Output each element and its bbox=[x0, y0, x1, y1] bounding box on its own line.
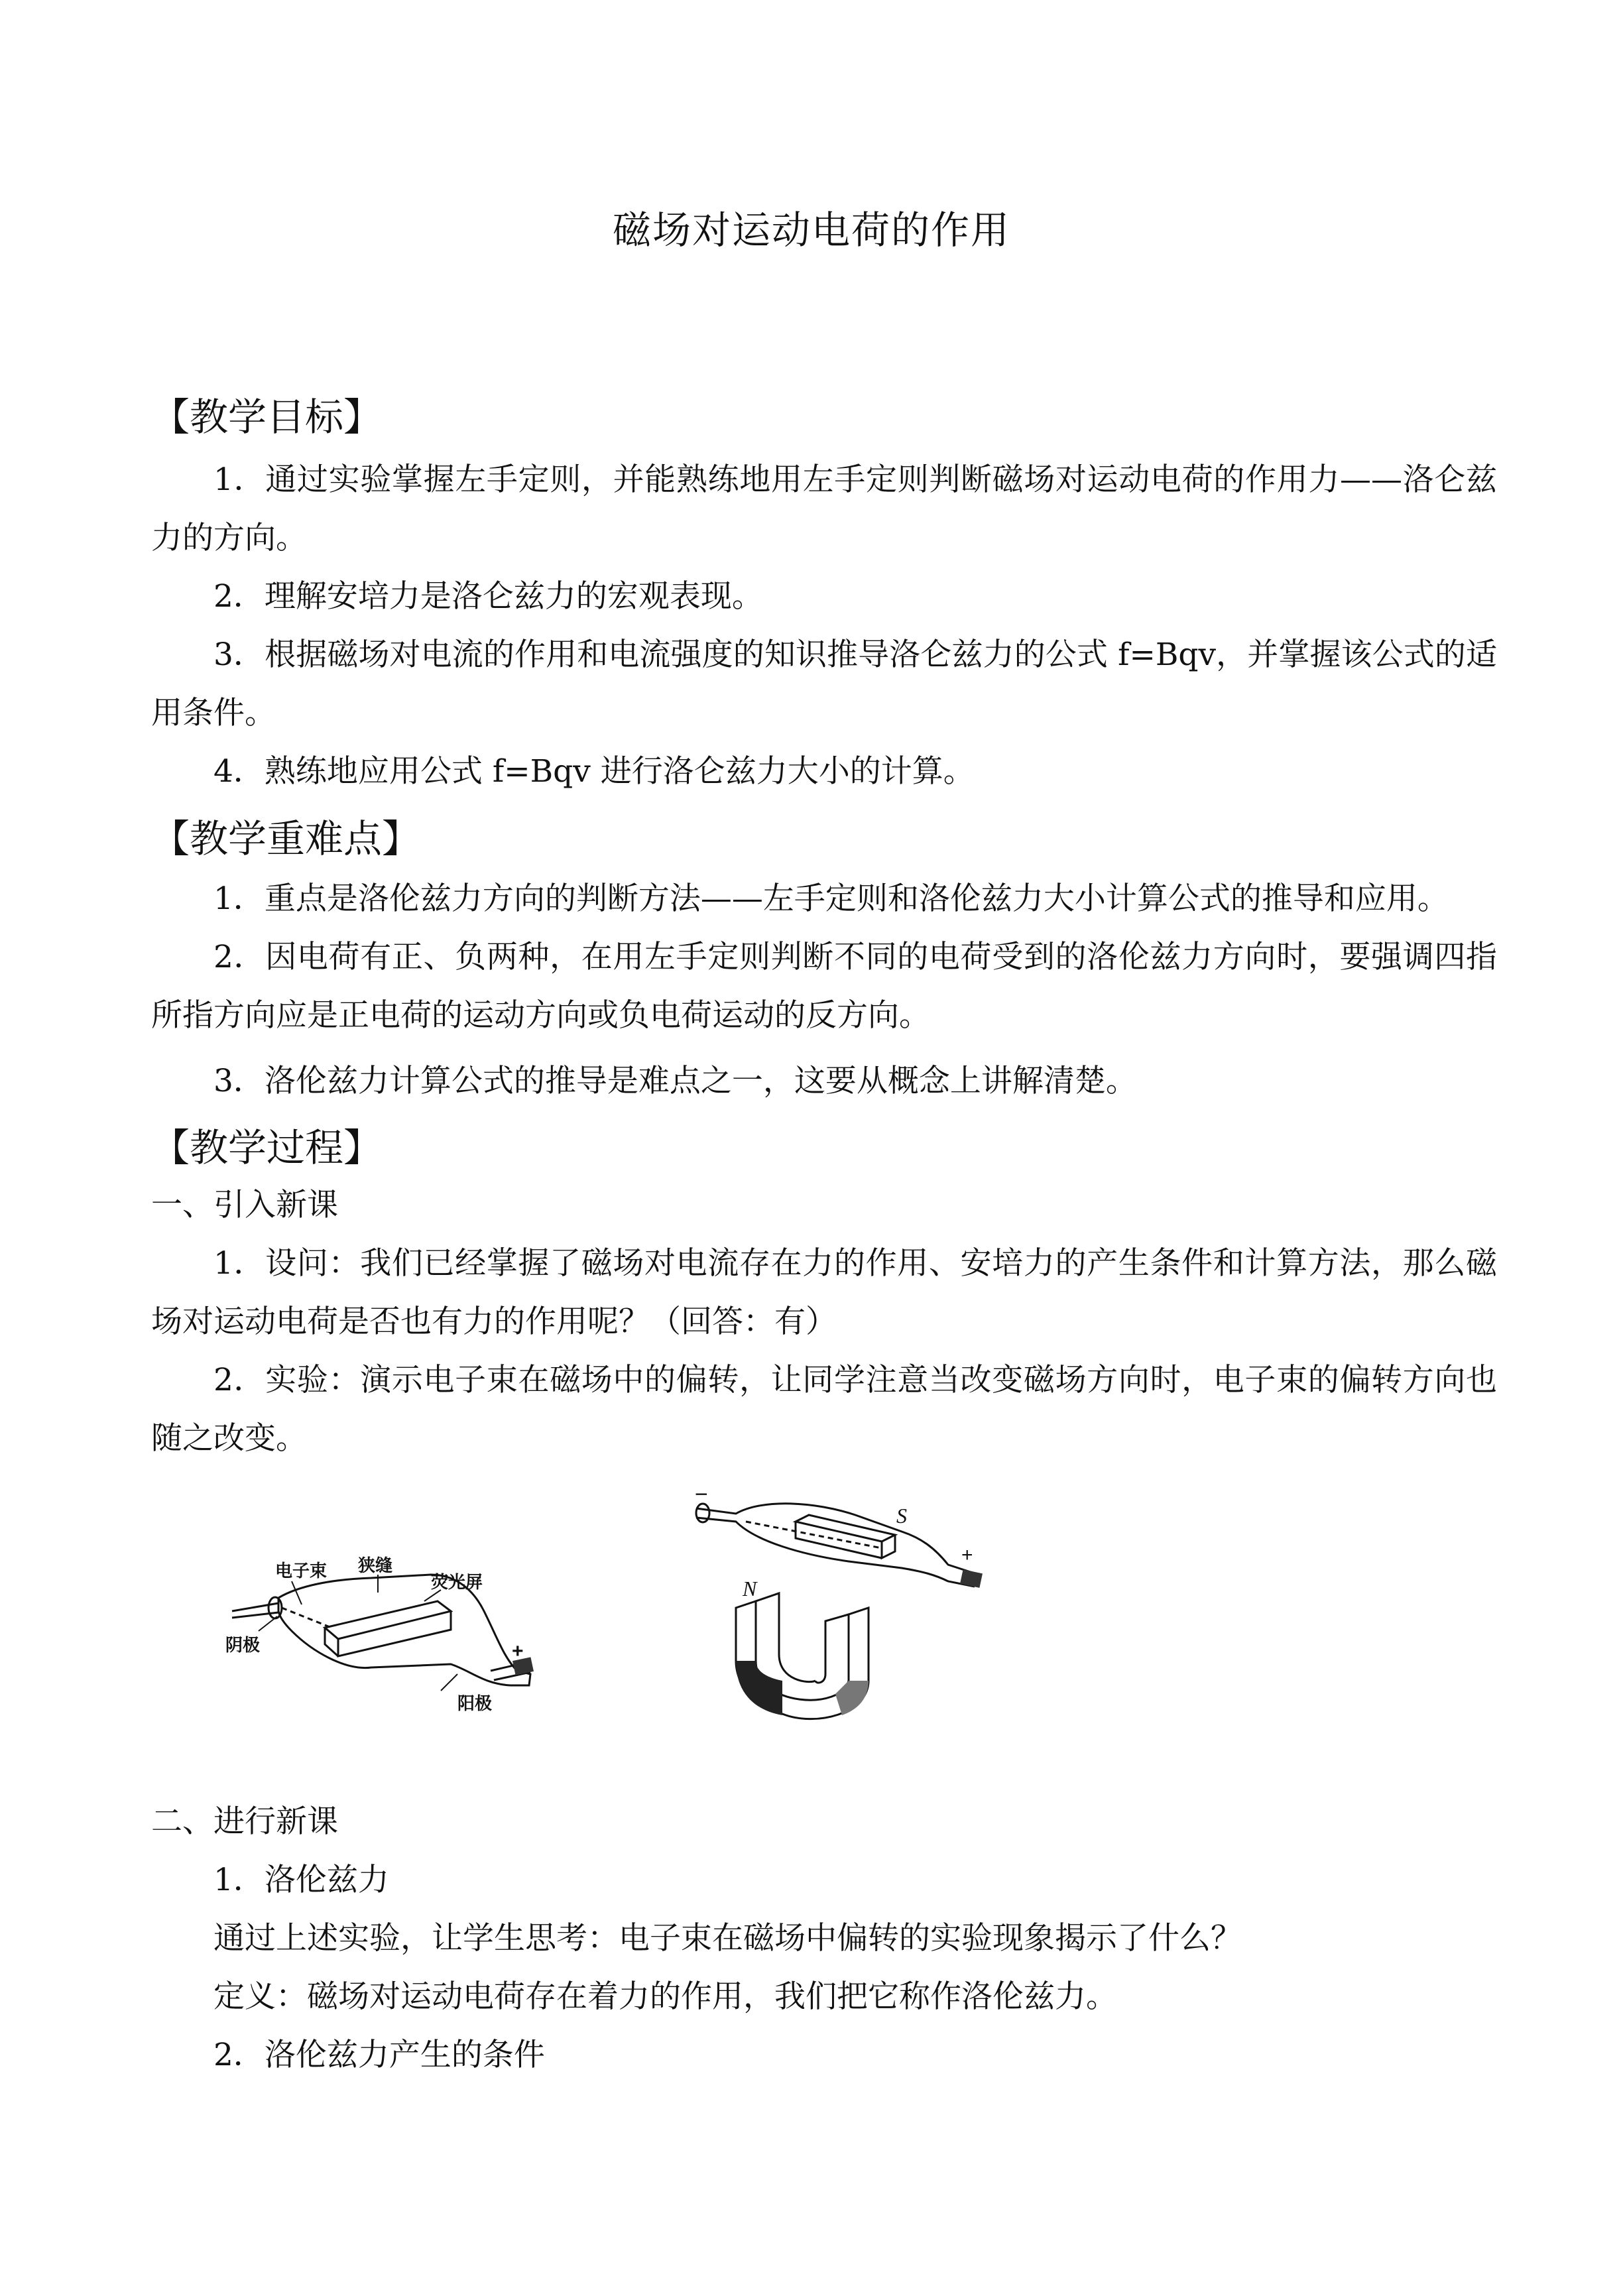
keypoint-item: 3．洛伦兹力计算公式的推导是难点之一，这要从概念上讲解清楚。 bbox=[213, 1063, 1137, 1099]
subsection-title: 二、进行新课 bbox=[151, 1803, 338, 1840]
process-item: 通过上述实验，让学生思考：电子束在磁场中偏转的实验现象揭示了什么？ bbox=[213, 1920, 1242, 1957]
objective-item: 2．理解安培力是洛仑兹力的宏观表现。 bbox=[213, 578, 763, 615]
label-plus: + bbox=[512, 1640, 524, 1662]
label-minus: − bbox=[695, 1482, 708, 1507]
keypoint-item: 1．重点是洛伦兹力方向的判断方法——左手定则和洛伦兹力大小计算公式的推导和应用。 bbox=[213, 880, 1449, 917]
process-item: 2．实验：演示电子束在磁场中的偏转，让同学注意当改变磁场方向时，电子束的偏转方向也随之改变。 bbox=[151, 1362, 1497, 1457]
process-item: 1．洛伦兹力 bbox=[213, 1862, 389, 1898]
process-item: 1．设问：我们已经掌握了磁场对电流存在力的作用、安培力的产生条件和计算方法，那么磁场对运动电荷是否也有力的作用呢？（回答：有） bbox=[151, 1245, 1497, 1340]
process-item: 定义：磁场对运动电荷存在着力的作用，我们把它称作洛伦兹力。 bbox=[213, 1978, 1117, 2015]
label-anode: 阳极 bbox=[457, 1693, 493, 1713]
section-heading-process: 【教学过程】 bbox=[151, 1125, 383, 1170]
objective-item: 4．熟练地应用公式 f=Bqv 进行洛仑兹力大小的计算。 bbox=[213, 753, 975, 790]
objective-item: 3．根据磁场对电流的作用和电流强度的知识推导洛仑兹力的公式 f=Bqv，并掌握该公式的适用条件。 bbox=[151, 636, 1497, 731]
page-title: 磁场对运动电荷的作用 bbox=[612, 208, 1010, 253]
subsection-title: 一、引入新课 bbox=[151, 1187, 338, 1223]
label-screen: 荧光屏 bbox=[431, 1572, 483, 1592]
label-electron-beam: 电子束 bbox=[275, 1561, 328, 1581]
process-item: 2．洛伦兹力产生的条件 bbox=[213, 2037, 545, 2073]
label-slit: 狭缝 bbox=[358, 1555, 393, 1575]
label-north-pole: N bbox=[743, 1577, 757, 1601]
figure-tube-magnet bbox=[683, 1482, 988, 1721]
section-heading-keypoints: 【教学重难点】 bbox=[151, 816, 421, 861]
label-plus-right: + bbox=[961, 1544, 973, 1566]
keypoint-item: 2．因电荷有正、负两种，在用左手定则判断不同的电荷受到的洛伦兹力方向时，要强调四指所指方向应是正电荷的运动方向或负电荷运动的反方向。 bbox=[151, 939, 1497, 1034]
figure-crt-tube bbox=[219, 1538, 550, 1717]
label-cathode: 阴极 bbox=[225, 1635, 261, 1655]
objective-item: 1．通过实验掌握左手定则，并能熟练地用左手定则判断磁场对运动电荷的作用力——洛仑兹力的方向。 bbox=[151, 461, 1497, 556]
label-south-pole: S bbox=[896, 1504, 907, 1528]
section-heading-objectives: 【教学目标】 bbox=[151, 394, 383, 440]
